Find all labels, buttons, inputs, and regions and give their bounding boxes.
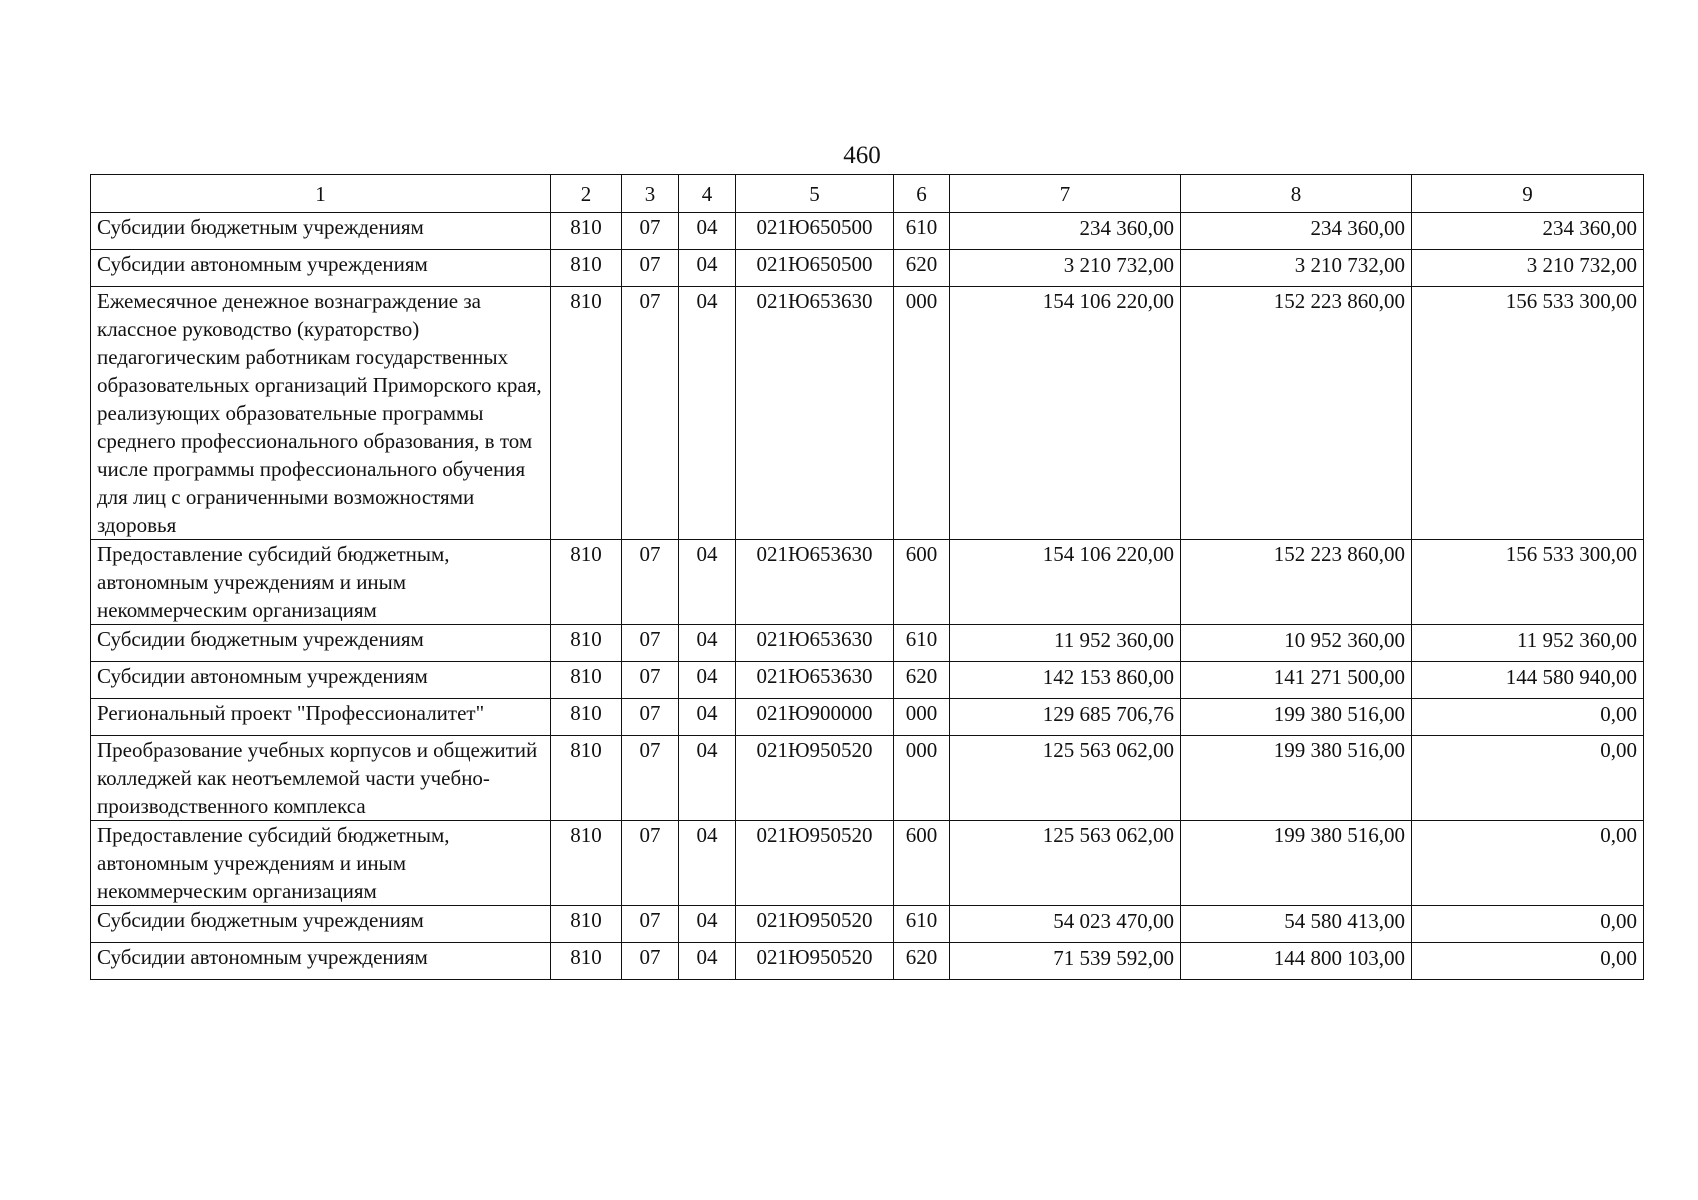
code-col3: 07 xyxy=(622,662,679,699)
code-col4: 04 xyxy=(679,540,736,625)
amount-col9: 3 210 732,00 xyxy=(1412,250,1644,287)
code-col5: 021Ю950520 xyxy=(736,736,894,821)
amount-col9: 156 533 300,00 xyxy=(1412,287,1644,540)
table-row xyxy=(91,662,1644,699)
code-col3: 07 xyxy=(622,625,679,662)
code-col3: 07 xyxy=(622,821,679,906)
code-col5: 021Ю650500 xyxy=(736,250,894,287)
amount-col7: 142 153 860,00 xyxy=(950,662,1181,699)
code-col3: 07 xyxy=(622,943,679,980)
code-col2: 810 xyxy=(551,943,622,980)
code-col3: 07 xyxy=(622,540,679,625)
column-header: 2 xyxy=(551,175,622,213)
amount-col7: 154 106 220,00 xyxy=(950,287,1181,540)
amount-col8: 152 223 860,00 xyxy=(1181,287,1412,540)
column-header: 1 xyxy=(91,175,551,213)
code-col2: 810 xyxy=(551,287,622,540)
table-row xyxy=(91,287,1644,540)
budget-table xyxy=(90,174,1644,980)
amount-col8: 144 800 103,00 xyxy=(1181,943,1412,980)
table-row xyxy=(91,540,1644,625)
amount-col8: 141 271 500,00 xyxy=(1181,662,1412,699)
column-header: 8 xyxy=(1181,175,1412,213)
amount-col7: 54 023 470,00 xyxy=(950,906,1181,943)
code-col4: 04 xyxy=(679,625,736,662)
amount-col9: 0,00 xyxy=(1412,943,1644,980)
code-col3: 07 xyxy=(622,213,679,250)
table-row xyxy=(91,736,1644,821)
table-header-row xyxy=(91,175,1644,213)
code-col2: 810 xyxy=(551,699,622,736)
amount-col9: 0,00 xyxy=(1412,906,1644,943)
row-name: Региональный проект "Профессионалитет" xyxy=(91,699,551,736)
table-row xyxy=(91,250,1644,287)
amount-col9: 11 952 360,00 xyxy=(1412,625,1644,662)
code-col2: 810 xyxy=(551,821,622,906)
amount-col7: 125 563 062,00 xyxy=(950,821,1181,906)
column-header: 5 xyxy=(736,175,894,213)
amount-col9: 144 580 940,00 xyxy=(1412,662,1644,699)
code-col4: 04 xyxy=(679,250,736,287)
code-col4: 04 xyxy=(679,821,736,906)
amount-col8: 199 380 516,00 xyxy=(1181,736,1412,821)
code-col4: 04 xyxy=(679,287,736,540)
row-name: Ежемесячное денежное вознаграждение за классное руководство (кураторство) педагогическим работникам государственных образовательных организаций Приморского края, реализующих образовательные программы среднего профессионального образования, в том числе программы профессионального обучения для лиц с ограниченными возможностями здоровья xyxy=(91,287,551,540)
code-col2: 810 xyxy=(551,662,622,699)
code-col5: 021Ю950520 xyxy=(736,906,894,943)
code-col6: 610 xyxy=(894,213,950,250)
amount-col7: 11 952 360,00 xyxy=(950,625,1181,662)
code-col3: 07 xyxy=(622,906,679,943)
code-col5: 021Ю950520 xyxy=(736,943,894,980)
code-col3: 07 xyxy=(622,736,679,821)
code-col2: 810 xyxy=(551,540,622,625)
table-row xyxy=(91,906,1644,943)
amount-col8: 199 380 516,00 xyxy=(1181,699,1412,736)
amount-col7: 154 106 220,00 xyxy=(950,540,1181,625)
code-col6: 620 xyxy=(894,943,950,980)
amount-col8: 199 380 516,00 xyxy=(1181,821,1412,906)
code-col6: 600 xyxy=(894,540,950,625)
column-header: 7 xyxy=(950,175,1181,213)
amount-col9: 0,00 xyxy=(1412,821,1644,906)
amount-col7: 71 539 592,00 xyxy=(950,943,1181,980)
code-col2: 810 xyxy=(551,213,622,250)
amount-col7: 3 210 732,00 xyxy=(950,250,1181,287)
code-col4: 04 xyxy=(679,943,736,980)
code-col6: 000 xyxy=(894,287,950,540)
amount-col9: 156 533 300,00 xyxy=(1412,540,1644,625)
code-col6: 620 xyxy=(894,662,950,699)
row-name: Преобразование учебных корпусов и общежитий колледжей как неотъемлемой части учебно-производственного комплекса xyxy=(91,736,551,821)
table-row xyxy=(91,699,1644,736)
code-col5: 021Ю653630 xyxy=(736,287,894,540)
code-col6: 000 xyxy=(894,736,950,821)
column-header: 3 xyxy=(622,175,679,213)
amount-col9: 0,00 xyxy=(1412,699,1644,736)
amount-col7: 234 360,00 xyxy=(950,213,1181,250)
code-col4: 04 xyxy=(679,906,736,943)
code-col3: 07 xyxy=(622,699,679,736)
code-col6: 610 xyxy=(894,906,950,943)
row-name: Предоставление субсидий бюджетным, автономным учреждениям и иным некоммерческим организациям xyxy=(91,821,551,906)
table-row xyxy=(91,943,1644,980)
column-header: 6 xyxy=(894,175,950,213)
code-col6: 620 xyxy=(894,250,950,287)
row-name: Субсидии автономным учреждениям xyxy=(91,943,551,980)
column-header: 4 xyxy=(679,175,736,213)
code-col3: 07 xyxy=(622,250,679,287)
code-col4: 04 xyxy=(679,699,736,736)
code-col4: 04 xyxy=(679,662,736,699)
table-row xyxy=(91,821,1644,906)
amount-col7: 129 685 706,76 xyxy=(950,699,1181,736)
row-name: Субсидии бюджетным учреждениям xyxy=(91,625,551,662)
row-name: Субсидии бюджетным учреждениям xyxy=(91,906,551,943)
code-col2: 810 xyxy=(551,736,622,821)
code-col4: 04 xyxy=(679,213,736,250)
amount-col9: 234 360,00 xyxy=(1412,213,1644,250)
page-number: 460 xyxy=(843,142,881,169)
amount-col8: 54 580 413,00 xyxy=(1181,906,1412,943)
amount-col7: 125 563 062,00 xyxy=(950,736,1181,821)
code-col5: 021Ю950520 xyxy=(736,821,894,906)
row-name: Субсидии бюджетным учреждениям xyxy=(91,213,551,250)
code-col5: 021Ю653630 xyxy=(736,662,894,699)
code-col2: 810 xyxy=(551,625,622,662)
row-name: Предоставление субсидий бюджетным, автономным учреждениям и иным некоммерческим организациям xyxy=(91,540,551,625)
code-col4: 04 xyxy=(679,736,736,821)
table-row xyxy=(91,213,1644,250)
code-col6: 610 xyxy=(894,625,950,662)
amount-col8: 152 223 860,00 xyxy=(1181,540,1412,625)
table-row xyxy=(91,625,1644,662)
code-col6: 000 xyxy=(894,699,950,736)
amount-col8: 10 952 360,00 xyxy=(1181,625,1412,662)
code-col2: 810 xyxy=(551,906,622,943)
column-header: 9 xyxy=(1412,175,1644,213)
amount-col8: 234 360,00 xyxy=(1181,213,1412,250)
amount-col9: 0,00 xyxy=(1412,736,1644,821)
row-name: Субсидии автономным учреждениям xyxy=(91,250,551,287)
code-col5: 021Ю900000 xyxy=(736,699,894,736)
code-col6: 600 xyxy=(894,821,950,906)
code-col3: 07 xyxy=(622,287,679,540)
code-col5: 021Ю653630 xyxy=(736,540,894,625)
amount-col8: 3 210 732,00 xyxy=(1181,250,1412,287)
code-col5: 021Ю653630 xyxy=(736,625,894,662)
code-col2: 810 xyxy=(551,250,622,287)
code-col5: 021Ю650500 xyxy=(736,213,894,250)
row-name: Субсидии автономным учреждениям xyxy=(91,662,551,699)
